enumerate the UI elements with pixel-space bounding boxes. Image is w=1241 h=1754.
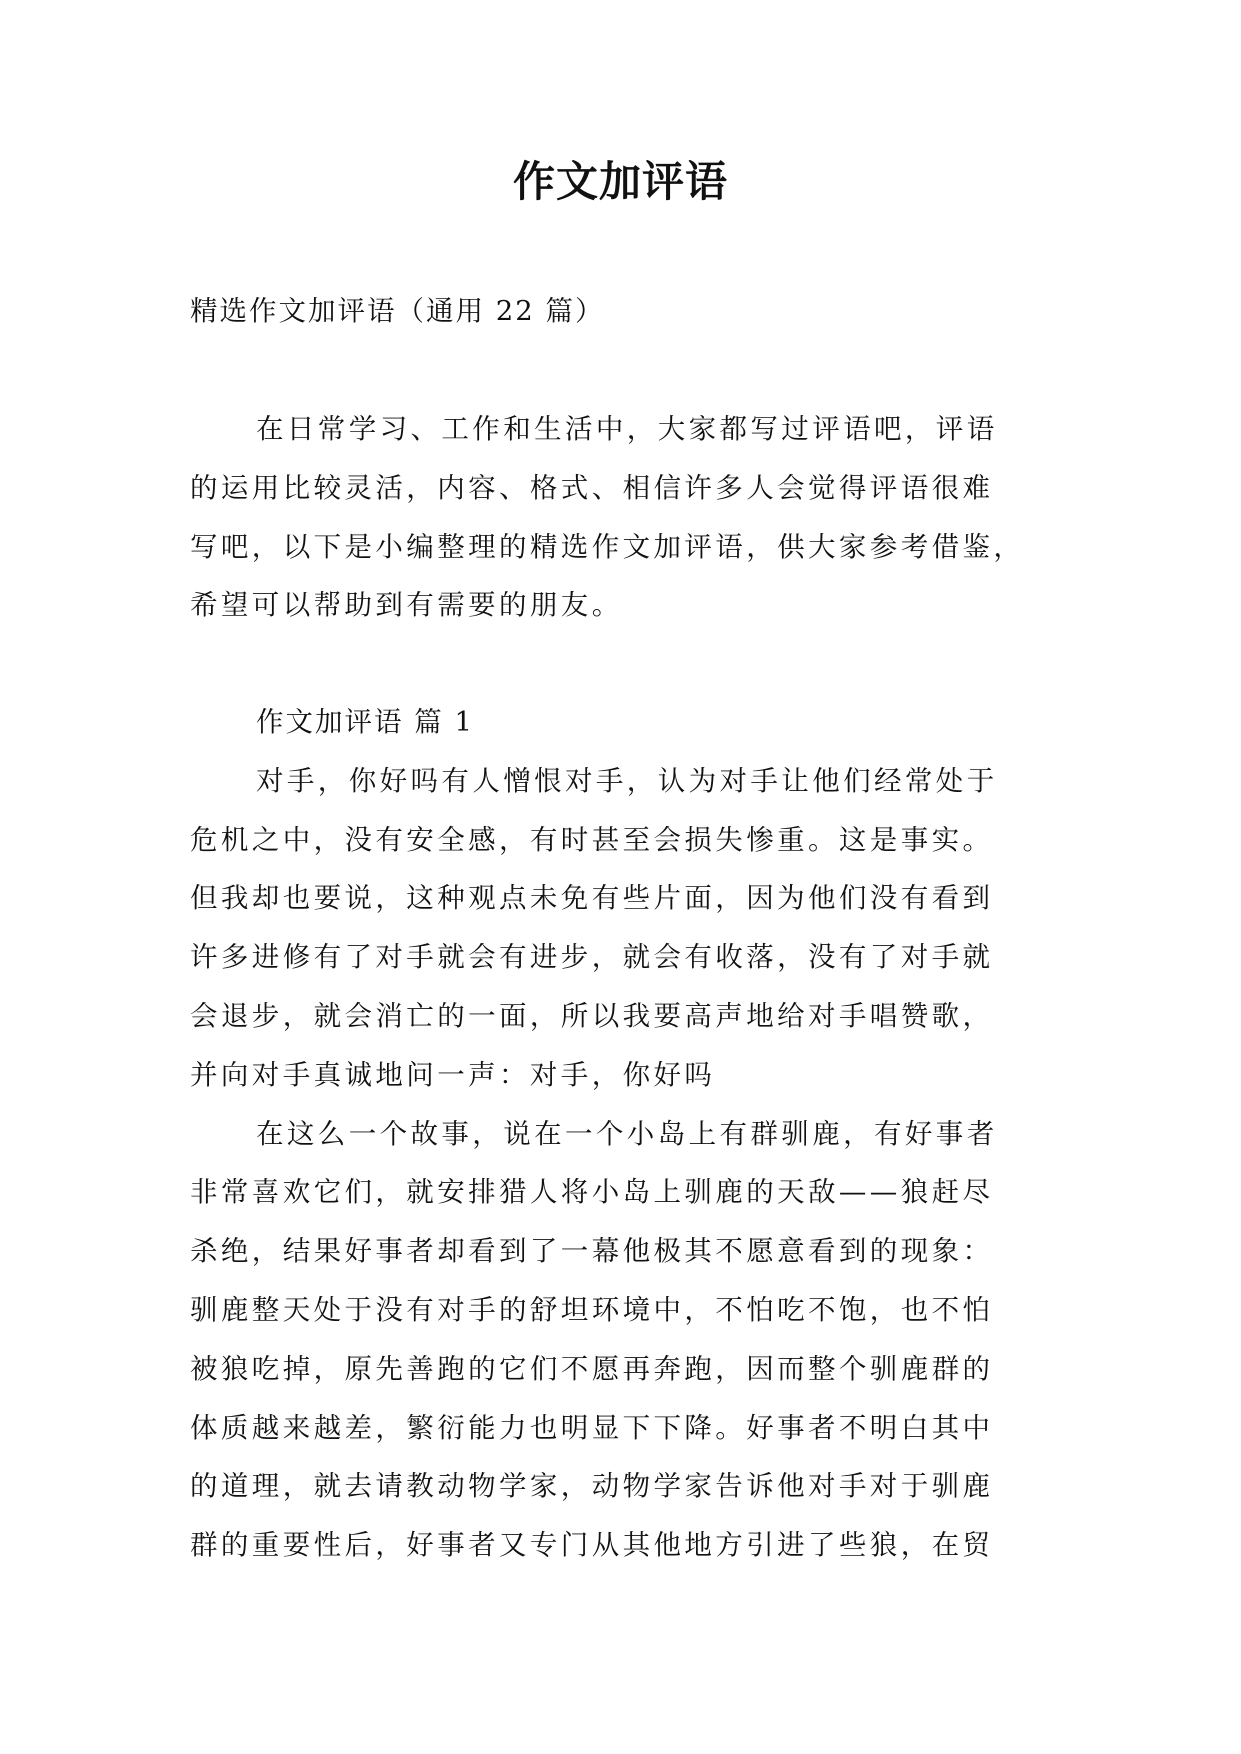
paragraph-line: 危机之中，没有安全感，有时甚至会损失惨重。这是事实。 — [190, 823, 994, 856]
document-subtitle: 精选作文加评语（通用 22 篇） — [190, 295, 605, 327]
intro-line: 的运用比较灵活，内容、格式、相信许多人会觉得评语很难 — [190, 471, 994, 504]
intro-line: 写吧，以下是小编整理的精选作文加评语，供大家参考借鉴， — [190, 530, 1025, 563]
intro-line: 在日常学习、工作和生活中，大家都写过评语吧，评语 — [256, 413, 998, 445]
paragraph-line: 体质越来越差，繁衍能力也明显下下降。好事者不明白其中 — [190, 1411, 994, 1444]
paragraph-line: 并向对手真诚地问一声：对手，你好吗 — [190, 1058, 716, 1091]
paragraph-line: 杀绝，结果好事者却看到了一幕他极其不愿意看到的现象： — [190, 1235, 994, 1268]
paragraph-line: 许多进修有了对手就会有进步，就会有收落，没有了对手就 — [190, 941, 994, 974]
paragraph-line: 但我却也要说，这种观点未免有些片面，因为他们没有看到 — [190, 882, 994, 915]
intro-paragraph — [190, 400, 1051, 635]
paragraph-line: 会退步，就会消亡的一面，所以我要高声地给对手唱赞歌， — [190, 999, 994, 1032]
paragraph-line: 被狼吃掉，原先善跑的它们不愿再奔跑，因而整个驯鹿群的 — [190, 1352, 994, 1385]
paragraph-line: 群的重要性后，好事者又专门从其他地方引进了些狼，在贸 — [190, 1529, 994, 1562]
paragraph-line: 的道理，就去请教动物学家，动物学家告诉他对手对于驯鹿 — [190, 1470, 994, 1503]
paragraph-line: 对手，你好吗有人憎恨对手，认为对手让他们经常处于 — [256, 764, 998, 797]
section-heading: 作文加评语 篇 1 — [256, 706, 474, 738]
intro-line: 希望可以帮助到有需要的朋友。 — [190, 589, 623, 622]
paragraph-line: 非常喜欢它们，就安排猎人将小岛上驯鹿的天敌——狼赶尽 — [190, 1176, 994, 1209]
essay-section — [190, 693, 1051, 1575]
paragraph-line: 驯鹿整天处于没有对手的舒坦环境中，不怕吃不饱，也不怕 — [190, 1293, 994, 1326]
paragraph-line: 在这么一个故事，说在一个小岛上有群驯鹿，有好事者 — [256, 1117, 998, 1150]
document-title: 作文加评语 — [512, 157, 728, 206]
